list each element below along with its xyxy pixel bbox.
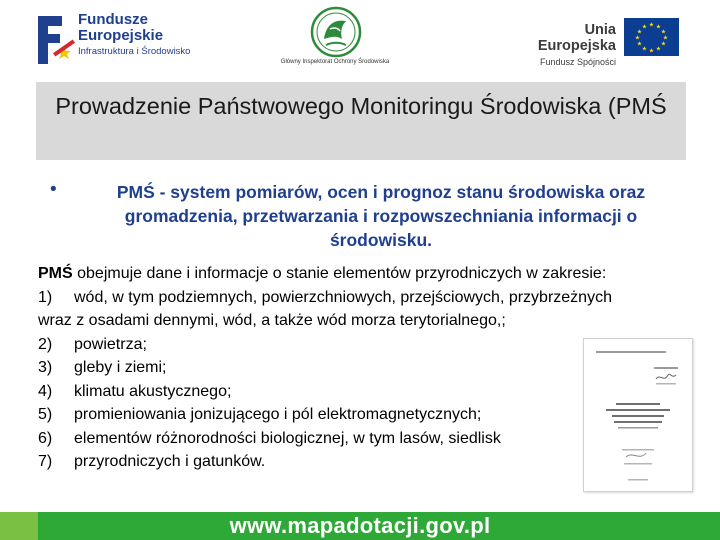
scope-intro — [38, 262, 698, 286]
svg-text:★: ★ — [655, 23, 662, 31]
fundusze-europejskie-logo — [38, 12, 228, 68]
eu-subtitle: Fundusz Spójności — [539, 57, 616, 67]
eu-flag-icon — [624, 18, 679, 56]
list-item-number: 2) — [38, 335, 53, 353]
list-item — [38, 286, 698, 333]
bullet-dot-icon: • — [50, 179, 57, 200]
definition-text: PMŚ - system pomiarów, ocen i prognoz stanu środowiska oraz gromadzenia, przetwarzania i rozpowszechniania informacji o środowisku. — [116, 182, 646, 250]
list-item-text: gleby i ziemi; — [74, 359, 167, 376]
definition-bullet — [50, 180, 690, 252]
svg-text:★: ★ — [636, 40, 643, 48]
svg-text:★: ★ — [648, 21, 655, 29]
list-item-continuation: wraz z osadami dennymi, wód, a także wód morza terytorialnego,; — [38, 312, 506, 329]
svg-text:★: ★ — [660, 40, 667, 48]
gios-emblem-icon — [306, 5, 366, 61]
svg-text:★: ★ — [636, 28, 643, 36]
scope-intro-bold: PMŚ — [38, 265, 73, 282]
list-item-text: przyrodniczych i gatunków. — [74, 453, 266, 470]
list-item-text: elementów różnorodności biologicznej, w tym lasów, siedlisk — [74, 429, 501, 447]
fe-title-line2: Europejskie — [78, 27, 164, 44]
svg-text:★: ★ — [662, 34, 669, 42]
list-item-number: 7) — [38, 453, 53, 470]
list-item-text: promieniowania jonizującego i pól elektromagnetycznych; — [74, 406, 482, 423]
list-item-text: klimatu akustycznego; — [74, 382, 232, 400]
gios-caption: Główny Inspektorat Ochrony Środowiska — [280, 59, 390, 65]
eu-logo-text — [508, 22, 616, 67]
fe-subtitle: Infrastruktura i Środowisko — [78, 46, 191, 57]
scope-intro-rest: obejmuje dane i informacje o stanie elementów przyrodniczych w zakresie: — [72, 265, 607, 282]
list-item-text: powietrza; — [74, 335, 147, 353]
fe-star-mark-icon — [38, 16, 76, 64]
list-item-number: 6) — [38, 429, 53, 447]
slide-title: Prowadzenie Państwowego Monitoringu Środowiska (PMŚ — [55, 93, 667, 119]
fe-title-line1: Fundusze — [78, 11, 148, 28]
svg-text:★: ★ — [655, 45, 662, 53]
list-item-number: 3) — [38, 359, 53, 376]
title-band — [36, 82, 686, 160]
svg-text:★: ★ — [648, 47, 655, 55]
list-item-number: 1) — [38, 288, 53, 306]
footer-url: www.mapadotacji.gov.pl — [229, 513, 491, 538]
svg-text:★: ★ — [641, 23, 648, 31]
document-thumbnail — [583, 338, 693, 492]
svg-text:★: ★ — [634, 34, 641, 42]
list-item-number: 4) — [38, 382, 53, 400]
eu-title: Unia Europejska — [537, 22, 616, 54]
svg-text:★: ★ — [660, 28, 667, 36]
list-item-text: wód, w tym podziemnych, powierzchniowych, przejściowych, przybrzeżnych — [74, 288, 612, 306]
svg-text:★: ★ — [641, 45, 648, 53]
list-item-number: 5) — [38, 406, 53, 423]
